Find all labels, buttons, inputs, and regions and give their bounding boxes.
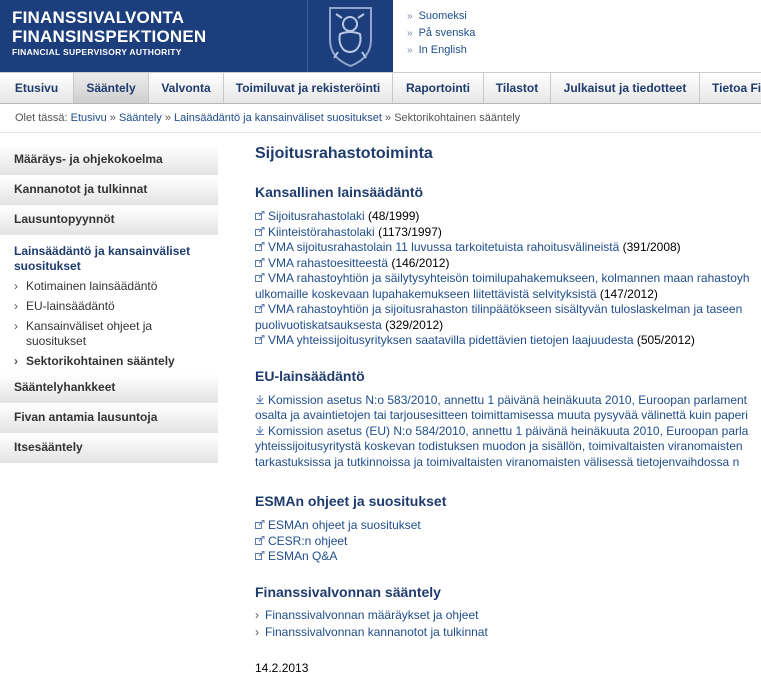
brand-line-1: FINANSSIVALVONTA <box>12 8 185 27</box>
arrow-right-icon: » <box>407 45 413 56</box>
nav-saantely[interactable]: Sääntely <box>74 73 149 103</box>
nav-tietoa[interactable]: Tietoa Fi <box>712 81 761 95</box>
breadcrumb-lainsaadanto[interactable]: Lainsäädäntö ja kansainväliset suositukset <box>174 112 382 124</box>
statute-number: (1173/1997) <box>374 224 442 239</box>
statute-number: (391/2008) <box>619 240 681 254</box>
chevron-right-icon: › <box>255 624 259 639</box>
breadcrumb-saantely[interactable]: Sääntely <box>118 112 162 124</box>
fiva-link-list <box>255 607 761 641</box>
breadcrumb-sep: » <box>385 112 392 124</box>
link-vma-rahastoesite[interactable]: VMA rahastoesitteestä <box>268 255 389 270</box>
sidebar <box>0 146 218 464</box>
section-heading-fiva: Finanssivalvonnan sääntely <box>255 583 441 600</box>
list-item <box>255 534 761 550</box>
sidebar-subnav <box>0 279 218 369</box>
link-fiva-maaraykset[interactable]: Finanssivalvonnan määräykset ja ohjeet <box>265 607 479 622</box>
lang-fi[interactable]: » Suomeksi <box>407 10 467 22</box>
lang-sv[interactable]: » På svenska <box>407 27 476 39</box>
external-link-icon <box>255 536 265 545</box>
nav-tilastot[interactable]: Tilastot <box>484 73 551 103</box>
sidebar-sub-kansainvaliset[interactable]: › Kansainväliset ohjeet ja suositukset <box>14 319 196 349</box>
section-heading-eu: EU-lainsäädäntö <box>255 367 365 384</box>
language-menu <box>407 10 475 61</box>
statute-number: (505/2012) <box>633 333 695 347</box>
brand-line-3: FINANCIAL SUPERVISORY AUTHORITY <box>12 47 182 57</box>
external-link-icon <box>255 273 265 282</box>
link-vma-toimilupahakemus-cont[interactable]: ulkomaille koskevaan lupahakemukseen liitettävistä selvityksistä <box>255 286 597 301</box>
link-vma-yhteissijoitus[interactable]: VMA yhteissijoitusyrityksen saatavilla pidettävien tietojen laajuudesta <box>268 333 634 347</box>
breadcrumb-etusivu[interactable]: Etusivu <box>70 112 107 124</box>
sidebar-sub-kotimainen[interactable]: › Kotimainen lainsäädäntö <box>14 279 218 294</box>
link-sijoitusrahastolaki[interactable]: Sijoitusrahastolaki <box>268 209 365 223</box>
statute-number: (48/1999) <box>364 209 420 223</box>
list-item <box>255 333 761 349</box>
list-item <box>255 240 761 256</box>
list-item <box>255 624 761 641</box>
external-link-icon <box>255 304 265 313</box>
sidebar-item-saantelyhankkeet[interactable]: Sääntelyhankkeet <box>0 374 218 404</box>
list-item <box>255 424 761 471</box>
link-komission-asetus-584-cont2[interactable]: tarkastuksissa ja tutkinnoissa ja toimivaltaisten viranomaisten välisessä tietojenvaihdossa n <box>255 454 740 469</box>
breadcrumb-prefix: Olet tässä: <box>15 112 68 124</box>
link-cesr-ohjeet[interactable]: CESR:n ohjeet <box>268 533 348 548</box>
link-komission-asetus-583[interactable]: Komission asetus N:o 583/2010, annettu 1 päivänä heinäkuuta 2010, Euroopan parlament <box>268 392 748 407</box>
sidebar-item-kannanotot[interactable]: Kannanotot ja tulkinnat <box>0 176 218 206</box>
external-link-icon <box>255 242 265 251</box>
external-link-icon <box>255 551 265 560</box>
divider <box>0 132 761 133</box>
sidebar-item-maarays[interactable]: Määräys- ja ohjekokoelma <box>0 146 218 176</box>
link-esma-ohjeet[interactable]: ESMAn ohjeet ja suositukset <box>268 518 421 532</box>
site-header <box>0 0 761 72</box>
sidebar-item-lainsaadanto[interactable]: Lainsäädäntö ja kansainväliset suositukset <box>0 236 218 279</box>
breadcrumb-sep: » <box>164 112 171 124</box>
external-link-icon <box>255 335 265 344</box>
nav-valvonta[interactable]: Valvonta <box>149 73 224 103</box>
arrow-right-icon: » <box>407 11 413 22</box>
list-item <box>255 271 761 302</box>
statute-number: (329/2012) <box>381 317 444 332</box>
main-nav <box>0 72 761 104</box>
nav-toimiluvat[interactable]: Toimiluvat ja rekisteröinti <box>224 73 393 103</box>
list-item <box>255 302 761 333</box>
lion-emblem-icon <box>307 0 393 72</box>
statute-number: (146/2012) <box>388 255 450 270</box>
section-heading-esma: ESMAn ohjeet ja suositukset <box>255 493 447 509</box>
breadcrumb-sep: » <box>109 112 116 124</box>
breadcrumb <box>15 112 520 124</box>
link-vma-tilinpaatos[interactable]: VMA rahastoyhtiön ja sijoitusrahaston tilinpäätökseen sisältyvän tuloslaskelman ja taseen <box>268 302 743 316</box>
download-arrow-icon <box>255 426 265 435</box>
breadcrumb-current: Sektorikohtainen sääntely <box>394 112 521 124</box>
list-item <box>255 209 761 225</box>
list-item <box>255 225 761 241</box>
page-title: Sijoitusrahastotoiminta <box>255 145 433 162</box>
external-link-icon <box>255 227 265 236</box>
sidebar-item-itsesaantely[interactable]: Itsesääntely <box>0 434 218 464</box>
link-vma-rahoitusvalineet[interactable]: VMA sijoitusrahastolain 11 luvussa tarkoitetuista rahoitusvälineistä <box>268 240 620 254</box>
list-item <box>255 256 761 272</box>
link-esma-qa[interactable]: ESMAn Q&A <box>268 549 338 563</box>
publish-date: 14.2.2013 <box>255 660 309 675</box>
sidebar-sub-sektorikohtainen[interactable]: › Sektorikohtainen sääntely <box>14 354 218 369</box>
link-vma-toimilupahakemus[interactable]: VMA rahastoyhtiön ja säilytysyhteisön toimilupahakemukseen, kolmannen maan rahastoyh <box>268 271 750 285</box>
list-item <box>255 549 761 565</box>
list-item <box>255 393 761 424</box>
link-fiva-kannanotot[interactable]: Finanssivalvonnan kannanotot ja tulkinnat <box>265 624 488 639</box>
esma-link-list <box>255 518 761 565</box>
nav-raportointi[interactable]: Raportointi <box>393 73 484 103</box>
statute-number: (147/2012) <box>596 286 658 301</box>
lang-en[interactable]: » In English <box>407 44 467 56</box>
link-komission-asetus-584[interactable]: Komission asetus (EU) N:o 584/2010, annettu 1 päivänä heinäkuuta 2010, Euroopan parla <box>268 423 749 438</box>
brand-line-2: FINANSINSPEKTIONEN <box>12 27 207 46</box>
external-link-icon <box>255 258 265 267</box>
download-arrow-icon <box>255 395 265 404</box>
main-content <box>255 145 761 675</box>
external-link-icon <box>255 211 265 220</box>
link-vma-tilinpaatos-cont[interactable]: puolivuotiskatsauksesta <box>255 317 382 332</box>
arrow-right-icon: » <box>407 28 413 39</box>
sidebar-sub-eu[interactable]: › EU-lainsäädäntö <box>14 299 218 314</box>
nav-julkaisut[interactable]: Julkaisut ja tiedotteet <box>551 73 700 103</box>
sidebar-item-lausuntopyynnot[interactable]: Lausuntopyynnöt <box>0 206 218 236</box>
link-komission-asetus-584-cont[interactable]: yhteissijoitusyritystä koskevan todistuksen muodon ja sisällön, toimivaltaisten viranomaisten <box>255 439 743 453</box>
list-item <box>255 518 761 534</box>
section-heading-national: Kansallinen lainsäädäntö <box>255 184 424 200</box>
site-logo[interactable] <box>0 0 307 72</box>
eu-link-list <box>255 393 761 471</box>
link-komission-asetus-583-cont[interactable]: osalta ja avaintietojen tai tarjousesitteen toimittamisessa muuta pysyvää välinettä kuin paperi <box>255 408 748 422</box>
sidebar-item-fivan-lausuntoja[interactable]: Fivan antamia lausuntoja <box>0 404 218 434</box>
list-item <box>255 607 761 624</box>
external-link-icon <box>255 520 265 529</box>
link-kiinteistorahastolaki[interactable]: Kiinteistörahastolaki <box>268 224 375 239</box>
nav-etusivu[interactable]: Etusivu <box>0 73 74 103</box>
chevron-right-icon: › <box>255 607 259 622</box>
national-link-list <box>255 209 761 349</box>
